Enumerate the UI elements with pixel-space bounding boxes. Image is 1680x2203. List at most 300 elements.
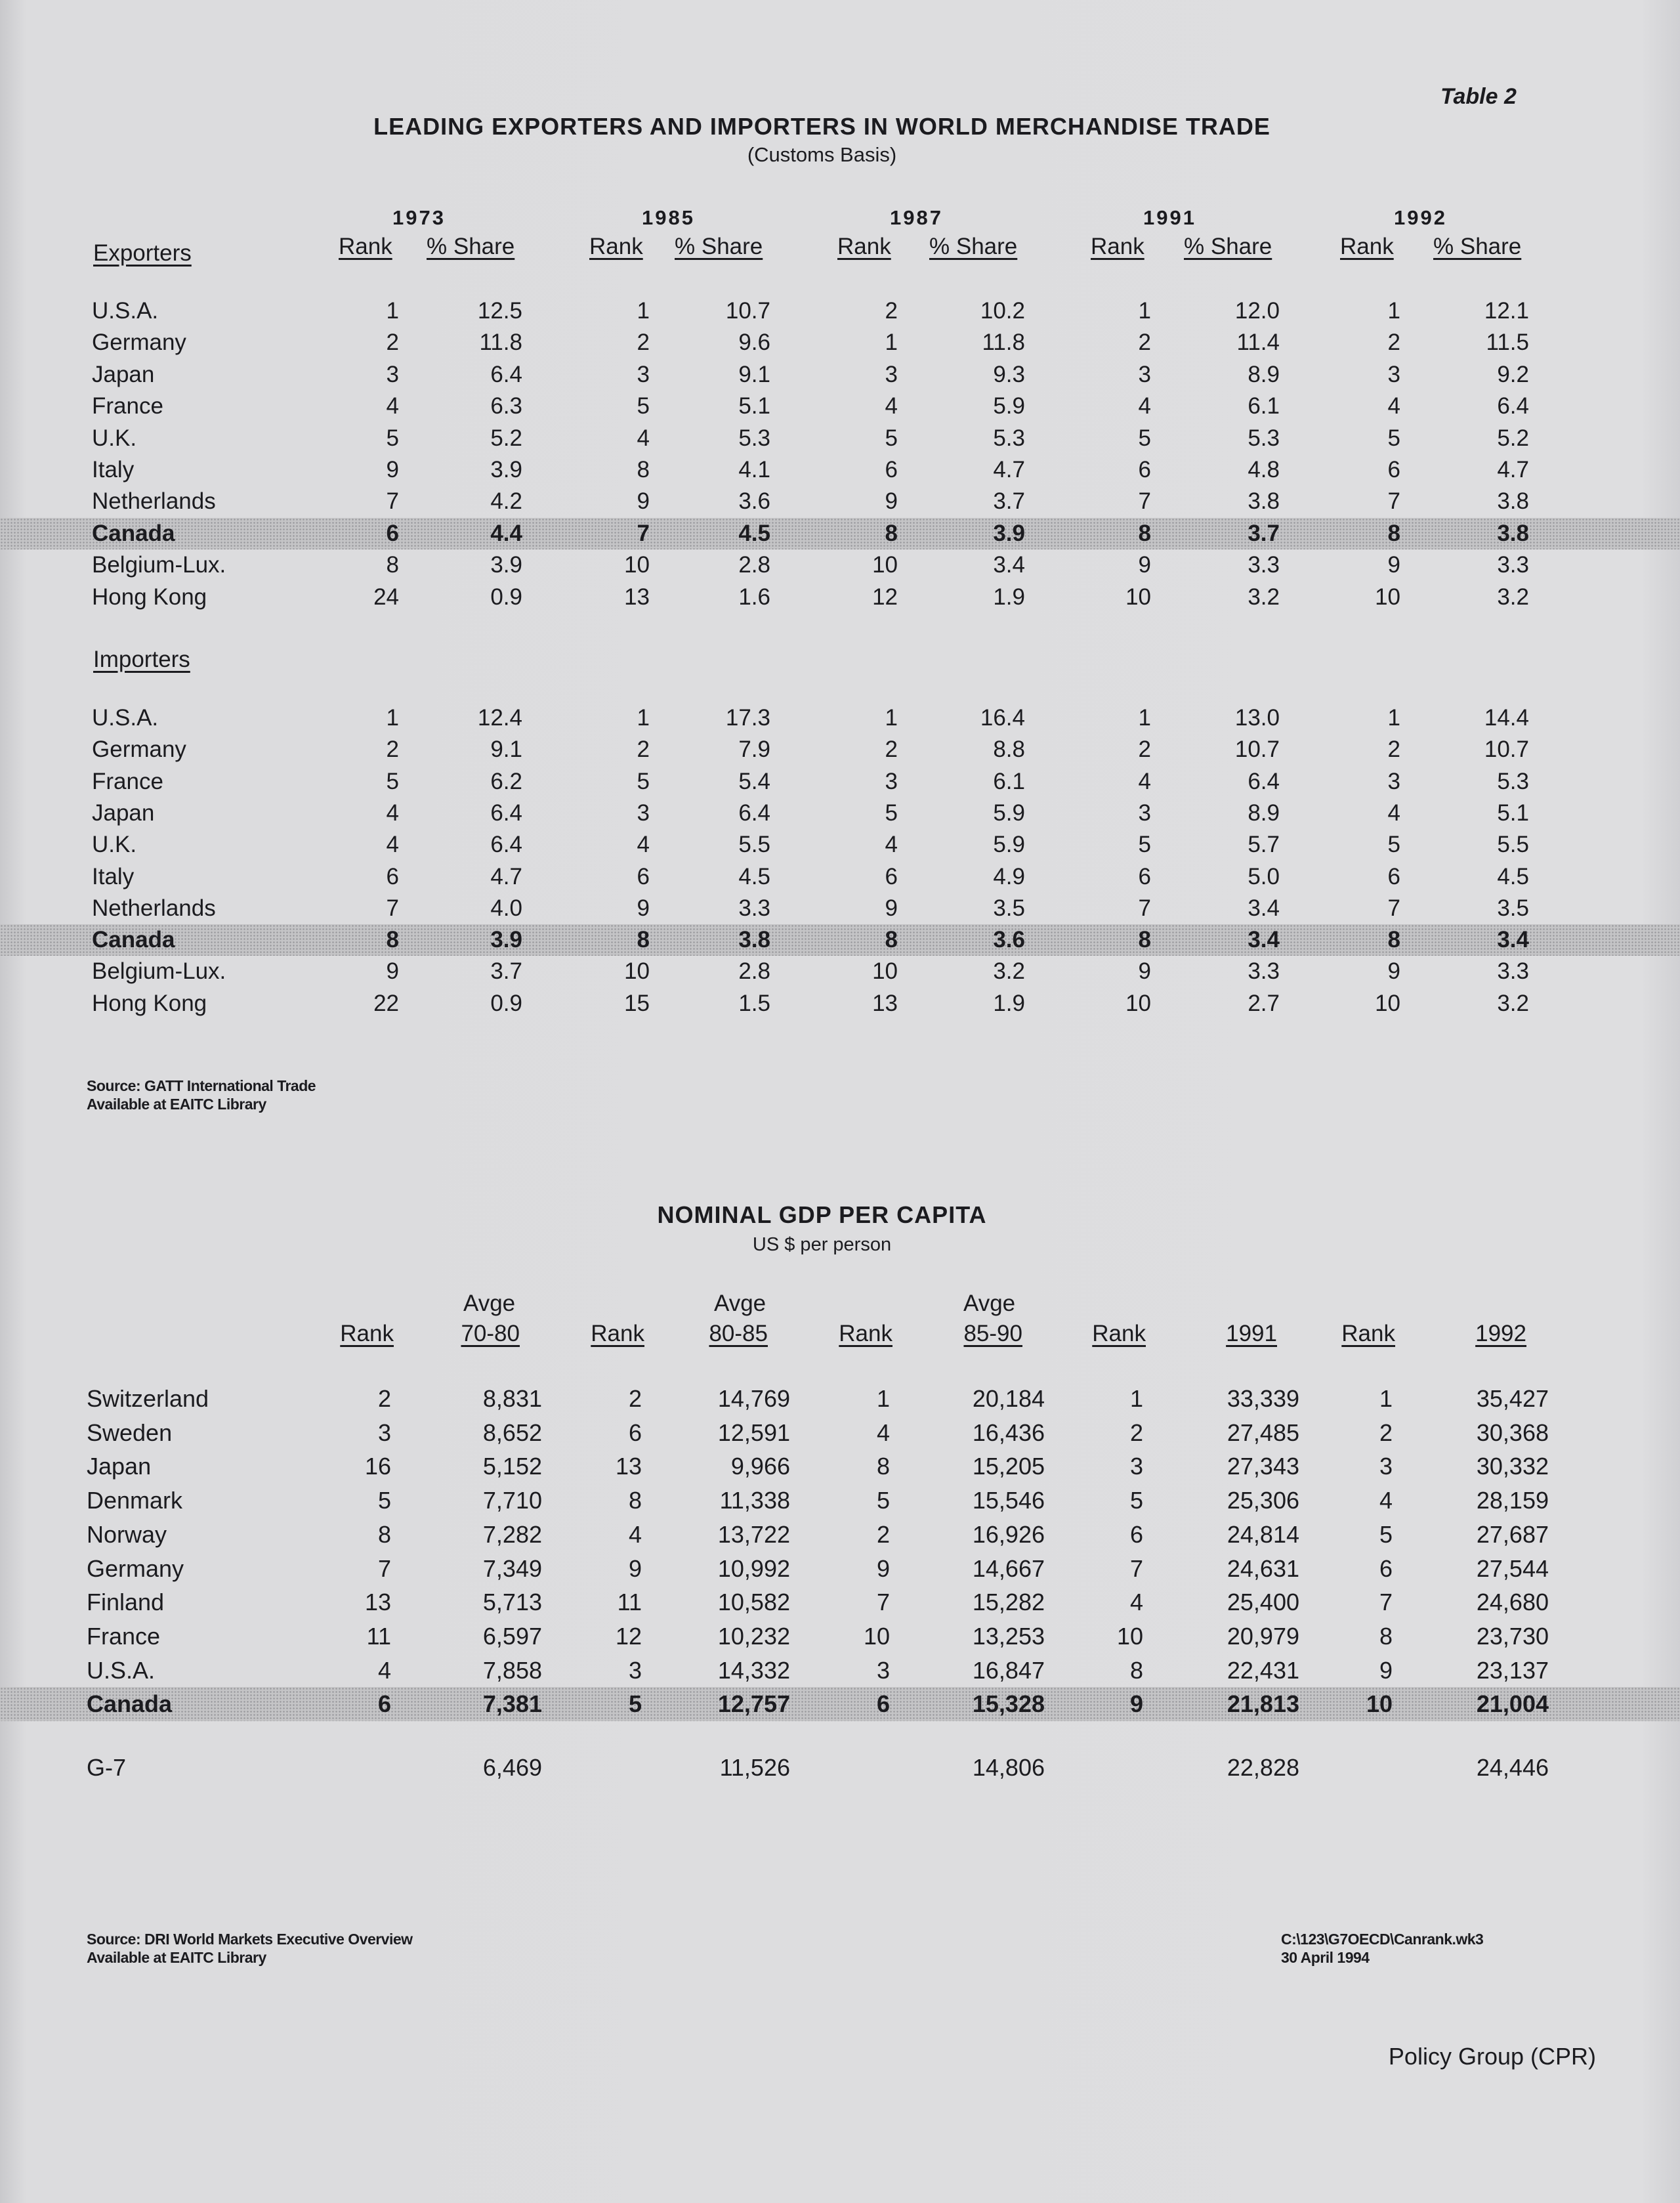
- rank-cell: 1: [1379, 1385, 1393, 1412]
- gdp-source-line: Source: DRI World Markets Executive Overview: [87, 1931, 413, 1948]
- gdp-value-cell: 8,652: [482, 1419, 542, 1446]
- rank-column-header: Rank: [1091, 234, 1144, 259]
- rank-cell: 5: [386, 425, 399, 451]
- table-row: [0, 861, 1680, 893]
- table-row: [0, 582, 1680, 613]
- country-name: G-7: [87, 1754, 127, 1781]
- gdp-value-cell: 7,710: [482, 1487, 542, 1514]
- rank-cell: 8: [1387, 927, 1400, 953]
- value-cell: 3.4: [1497, 927, 1529, 953]
- rank-cell: 1: [386, 298, 399, 324]
- rank-cell: 3: [885, 768, 898, 794]
- rank-column-header: Rank: [837, 234, 891, 259]
- year-header-0: 1973: [392, 206, 446, 229]
- table-row: [0, 798, 1680, 829]
- rank-cell: 2: [1379, 1419, 1393, 1446]
- year-header-3: 1991: [1143, 206, 1196, 229]
- table-row: [0, 549, 1680, 581]
- page-footer: Policy Group (CPR): [1388, 2043, 1596, 2070]
- country-name: Japan: [87, 1453, 152, 1480]
- rank-cell: 13: [364, 1589, 391, 1616]
- gdp-value-cell: 5,713: [482, 1589, 542, 1616]
- gdp-availability-line: Available at EAITC Library: [87, 1949, 266, 1966]
- rank-cell: 5: [1129, 1487, 1143, 1514]
- value-cell: 3.4: [993, 552, 1025, 578]
- rank-cell: 13: [615, 1453, 642, 1480]
- value-cell: 3.3: [1497, 552, 1529, 578]
- trade-table-title: LEADING EXPORTERS AND IMPORTERS IN WORLD MERCHANDISE TRADE: [373, 113, 1270, 140]
- rank-cell: 8: [885, 520, 898, 546]
- rank-cell: 10: [624, 552, 650, 578]
- rank-cell: 3: [1387, 361, 1400, 387]
- value-cell: 6.4: [490, 800, 522, 826]
- rank-cell: 9: [1387, 552, 1400, 578]
- value-cell: 5.4: [738, 768, 770, 794]
- rank-cell: 2: [1129, 1419, 1143, 1446]
- gdp-value-cell: 22,828: [1227, 1754, 1299, 1781]
- rank-cell: 6: [628, 1419, 642, 1446]
- rank-cell: 9: [1138, 552, 1151, 578]
- country-name: France: [92, 768, 163, 794]
- gdp-value-cell: 15,282: [972, 1589, 1045, 1616]
- value-cell: 3.9: [993, 520, 1025, 546]
- rank-cell: 8: [876, 1453, 890, 1480]
- gdp-value-cell: 14,806: [972, 1754, 1045, 1781]
- share-column-header: % Share: [427, 234, 515, 259]
- trade-source-note: [87, 1077, 316, 1113]
- rank-cell: 2: [637, 737, 650, 763]
- year-header-1: 1985: [642, 206, 695, 229]
- value-cell: 1.6: [738, 584, 770, 610]
- table-row: [0, 702, 1680, 734]
- value-cell: 8.9: [1248, 361, 1280, 387]
- gdp-value-cell: 23,137: [1476, 1656, 1549, 1684]
- rank-cell: 4: [876, 1419, 890, 1446]
- rank-cell: 6: [1129, 1520, 1143, 1548]
- rank-cell: 9: [1387, 958, 1400, 985]
- rank-cell: 3: [876, 1656, 890, 1684]
- rank-cell: 2: [885, 298, 898, 324]
- avge-header-0: Avge: [463, 1291, 516, 1316]
- value-cell: 17.3: [725, 705, 770, 731]
- gdp-value-cell: 15,205: [972, 1453, 1045, 1480]
- rank-cell: 9: [1379, 1656, 1393, 1684]
- gdp-value-cell: 7,349: [482, 1554, 542, 1582]
- country-name: U.S.A.: [92, 705, 159, 731]
- rank-cell: 6: [1138, 863, 1151, 889]
- country-name: Germany: [92, 737, 186, 763]
- rank-cell: 10: [1366, 1690, 1393, 1718]
- gdp-period-header: 85-90: [963, 1321, 1022, 1346]
- value-cell: 3.4: [1248, 927, 1280, 953]
- gdp-value-cell: 33,339: [1227, 1385, 1299, 1412]
- value-cell: 11.8: [982, 330, 1025, 356]
- rank-cell: 6: [637, 863, 650, 889]
- gdp-rank-header: Rank: [591, 1321, 644, 1346]
- gdp-value-cell: 25,306: [1227, 1487, 1299, 1514]
- gdp-row: [0, 1585, 1680, 1619]
- rank-cell: 12: [615, 1622, 642, 1650]
- rank-cell: 9: [1129, 1690, 1143, 1718]
- table-number-label: Table 2: [1440, 84, 1517, 109]
- country-name: Italy: [92, 863, 135, 889]
- gdp-value-cell: 9,966: [730, 1453, 790, 1480]
- value-cell: 3.7: [490, 958, 522, 985]
- value-cell: 2.8: [738, 958, 770, 985]
- value-cell: 9.2: [1497, 361, 1529, 387]
- table-row: [0, 988, 1680, 1019]
- value-cell: 3.3: [1497, 958, 1529, 985]
- country-name: France: [92, 393, 163, 419]
- gdp-rank-header: Rank: [1092, 1321, 1146, 1346]
- gdp-rank-header: Rank: [1341, 1321, 1395, 1346]
- gdp-value-cell: 8,831: [482, 1385, 542, 1412]
- file-date-line: 30 April 1994: [1281, 1949, 1370, 1966]
- value-cell: 8.8: [993, 737, 1025, 763]
- value-cell: 5.3: [738, 425, 770, 451]
- rank-column-header: Rank: [339, 234, 392, 259]
- rank-cell: 3: [1138, 800, 1151, 826]
- rank-cell: 1: [1387, 705, 1400, 731]
- value-cell: 11.8: [479, 330, 522, 356]
- rank-cell: 3: [1129, 1453, 1143, 1480]
- share-column-header: % Share: [929, 234, 1018, 259]
- rank-cell: 24: [373, 584, 399, 610]
- file-path-line: C:\123\G7OECD\Canrank.wk3: [1281, 1931, 1484, 1948]
- gdp-value-cell: 16,847: [972, 1656, 1045, 1684]
- rank-cell: 12: [872, 584, 898, 610]
- value-cell: 3.9: [490, 552, 522, 578]
- rank-cell: 7: [377, 1554, 391, 1582]
- rank-cell: 5: [377, 1487, 391, 1514]
- gdp-value-cell: 6,597: [482, 1622, 542, 1650]
- value-cell: 4.0: [490, 895, 522, 921]
- gdp-value-cell: 12,591: [717, 1419, 790, 1446]
- rank-cell: 5: [637, 393, 650, 419]
- avge-header-2: Avge: [963, 1291, 1016, 1316]
- rank-cell: 8: [1387, 520, 1400, 546]
- gdp-row: [0, 1552, 1680, 1586]
- value-cell: 5.3: [993, 425, 1025, 451]
- value-cell: 6.4: [490, 361, 522, 387]
- rank-cell: 1: [885, 330, 898, 356]
- value-cell: 3.8: [1248, 488, 1280, 515]
- rank-cell: 7: [1138, 488, 1151, 515]
- country-name: Hong Kong: [92, 990, 207, 1016]
- gdp-period-header: 1991: [1226, 1321, 1277, 1346]
- rank-cell: 4: [1387, 393, 1400, 419]
- rank-cell: 15: [624, 990, 650, 1016]
- country-name: U.K.: [92, 832, 137, 858]
- rank-cell: 10: [1125, 990, 1151, 1016]
- gdp-value-cell: 10,992: [717, 1554, 790, 1582]
- value-cell: 0.9: [490, 584, 522, 610]
- rank-cell: 7: [1387, 488, 1400, 515]
- highlighted-table-row: [0, 518, 1680, 549]
- value-cell: 10.7: [1234, 737, 1280, 763]
- rank-cell: 6: [1138, 457, 1151, 482]
- value-cell: 3.3: [1248, 552, 1280, 578]
- value-cell: 6.4: [490, 832, 522, 858]
- country-name: U.S.A.: [92, 298, 159, 324]
- rank-cell: 9: [386, 457, 399, 482]
- value-cell: 4.9: [993, 863, 1025, 889]
- rank-cell: 5: [637, 768, 650, 794]
- rank-cell: 3: [1387, 768, 1400, 794]
- gdp-value-cell: 16,926: [972, 1520, 1045, 1548]
- gdp-value-cell: 24,631: [1227, 1554, 1299, 1582]
- gdp-value-cell: 14,667: [972, 1554, 1045, 1582]
- table-row: [0, 893, 1680, 924]
- rank-cell: 10: [872, 552, 898, 578]
- value-cell: 4.7: [993, 457, 1025, 482]
- value-cell: 2.7: [1248, 990, 1280, 1016]
- rank-cell: 9: [1138, 958, 1151, 985]
- gdp-row: [0, 1654, 1680, 1688]
- gdp-value-cell: 35,427: [1476, 1385, 1549, 1412]
- value-cell: 16.4: [980, 705, 1025, 731]
- rank-cell: 7: [637, 520, 650, 546]
- rank-cell: 4: [1379, 1487, 1393, 1514]
- gdp-value-cell: 15,546: [972, 1487, 1045, 1514]
- rank-cell: 5: [628, 1690, 642, 1718]
- rank-cell: 4: [386, 393, 399, 419]
- country-name: Norway: [87, 1520, 167, 1548]
- country-name: U.K.: [92, 425, 137, 451]
- country-name: Belgium-Lux.: [92, 958, 226, 985]
- rank-cell: 9: [885, 488, 898, 515]
- gdp-row: [0, 1619, 1680, 1654]
- highlighted-gdp-row: [0, 1687, 1680, 1721]
- country-name: Canada: [92, 927, 175, 953]
- value-cell: 4.5: [1497, 863, 1529, 889]
- value-cell: 4.7: [490, 863, 522, 889]
- value-cell: 12.4: [477, 705, 522, 731]
- gdp-value-cell: 7,381: [482, 1690, 542, 1718]
- rank-cell: 2: [885, 737, 898, 763]
- country-name: Canada: [92, 520, 175, 546]
- gdp-period-header: 80-85: [709, 1321, 768, 1346]
- gdp-value-cell: 27,687: [1476, 1520, 1549, 1548]
- rank-cell: 4: [1138, 393, 1151, 419]
- value-cell: 2.8: [738, 552, 770, 578]
- rank-cell: 10: [1125, 584, 1151, 610]
- value-cell: 4.5: [738, 520, 770, 546]
- gdp-row: [0, 1484, 1680, 1518]
- rank-cell: 8: [1138, 927, 1151, 953]
- rank-cell: 4: [637, 832, 650, 858]
- value-cell: 3.8: [1497, 488, 1529, 515]
- value-cell: 3.6: [993, 927, 1025, 953]
- rank-cell: 9: [885, 895, 898, 921]
- gdp-value-cell: 24,446: [1476, 1754, 1549, 1781]
- country-name: Germany: [87, 1554, 184, 1582]
- country-name: Finland: [87, 1589, 165, 1616]
- table-row: [0, 327, 1680, 358]
- rank-cell: 2: [377, 1385, 391, 1412]
- rank-cell: 7: [386, 488, 399, 515]
- gdp-row: [0, 1449, 1680, 1484]
- rank-cell: 22: [373, 990, 399, 1016]
- gdp-value-cell: 16,436: [972, 1419, 1045, 1446]
- value-cell: 6.2: [490, 768, 522, 794]
- gdp-value-cell: 27,343: [1227, 1453, 1299, 1480]
- gdp-value-cell: 30,332: [1476, 1453, 1549, 1480]
- value-cell: 5.0: [1248, 863, 1280, 889]
- value-cell: 5.2: [1497, 425, 1529, 451]
- trade-source-line: Source: GATT International Trade: [87, 1077, 316, 1094]
- gdp-source-note: [87, 1930, 413, 1967]
- value-cell: 5.5: [738, 832, 770, 858]
- table-row: [0, 391, 1680, 422]
- rank-cell: 11: [617, 1589, 642, 1616]
- value-cell: 3.2: [1497, 584, 1529, 610]
- share-column-header: % Share: [675, 234, 763, 259]
- value-cell: 8.9: [1248, 800, 1280, 826]
- value-cell: 5.9: [993, 393, 1025, 419]
- country-name: Hong Kong: [92, 584, 207, 610]
- rank-cell: 5: [386, 768, 399, 794]
- country-name: Netherlands: [92, 488, 216, 515]
- rank-cell: 6: [885, 863, 898, 889]
- value-cell: 12.1: [1484, 298, 1529, 324]
- gdp-value-cell: 20,184: [972, 1385, 1045, 1412]
- gdp-row: [0, 1751, 1680, 1785]
- highlighted-table-row: [0, 924, 1680, 956]
- value-cell: 10.2: [980, 298, 1025, 324]
- gdp-value-cell: 20,979: [1227, 1622, 1299, 1650]
- rank-cell: 6: [1387, 457, 1400, 482]
- rank-cell: 10: [1116, 1622, 1143, 1650]
- value-cell: 3.7: [993, 488, 1025, 515]
- rank-cell: 2: [386, 330, 399, 356]
- value-cell: 9.1: [490, 737, 522, 763]
- country-name: Switzerland: [87, 1385, 209, 1412]
- rank-cell: 10: [1375, 990, 1400, 1016]
- rank-cell: 3: [386, 361, 399, 387]
- rank-cell: 2: [1138, 737, 1151, 763]
- rank-cell: 5: [1379, 1520, 1393, 1548]
- table-row: [0, 766, 1680, 798]
- rank-cell: 8: [885, 927, 898, 953]
- rank-cell: 3: [377, 1419, 391, 1446]
- gdp-rank-header: Rank: [340, 1321, 394, 1346]
- country-name: Denmark: [87, 1487, 183, 1514]
- value-cell: 5.1: [738, 393, 770, 419]
- value-cell: 11.4: [1236, 330, 1280, 356]
- rank-cell: 9: [637, 488, 650, 515]
- gdp-value-cell: 27,544: [1476, 1554, 1549, 1582]
- table-row: [0, 486, 1680, 517]
- rank-cell: 5: [885, 800, 898, 826]
- rank-cell: 6: [386, 863, 399, 889]
- rank-cell: 11: [366, 1622, 391, 1650]
- rank-cell: 5: [1387, 425, 1400, 451]
- rank-cell: 9: [637, 895, 650, 921]
- gdp-table-title: NOMINAL GDP PER CAPITA: [657, 1201, 987, 1228]
- value-cell: 10.7: [1484, 737, 1529, 763]
- table-row: [0, 295, 1680, 327]
- rank-cell: 5: [885, 425, 898, 451]
- value-cell: 4.1: [738, 457, 770, 482]
- gdp-period-header: 70-80: [461, 1321, 520, 1346]
- rank-cell: 4: [1387, 800, 1400, 826]
- value-cell: 9.1: [738, 361, 770, 387]
- rank-cell: 3: [628, 1656, 642, 1684]
- rank-column-header: Rank: [1340, 234, 1394, 259]
- file-reference-note: [1281, 1930, 1483, 1967]
- rank-cell: 8: [1379, 1622, 1393, 1650]
- gdp-row: [0, 1382, 1680, 1416]
- gdp-value-cell: 27,485: [1227, 1419, 1299, 1446]
- value-cell: 5.1: [1497, 800, 1529, 826]
- rank-cell: 10: [872, 958, 898, 985]
- gdp-value-cell: 28,159: [1476, 1487, 1549, 1514]
- value-cell: 1.5: [738, 990, 770, 1016]
- gdp-value-cell: 11,338: [719, 1487, 790, 1514]
- value-cell: 10.7: [725, 298, 770, 324]
- rank-cell: 8: [386, 927, 399, 953]
- value-cell: 5.3: [1248, 425, 1280, 451]
- rank-cell: 6: [1379, 1554, 1393, 1582]
- table-row: [0, 359, 1680, 391]
- value-cell: 3.2: [993, 958, 1025, 985]
- rank-cell: 1: [1387, 298, 1400, 324]
- rank-cell: 4: [1138, 768, 1151, 794]
- importers-heading: Importers: [93, 647, 190, 672]
- trade-table-subtitle: (Customs Basis): [747, 143, 897, 166]
- value-cell: 3.4: [1248, 895, 1280, 921]
- table-row: [0, 423, 1680, 454]
- value-cell: 3.8: [738, 927, 770, 953]
- value-cell: 5.2: [490, 425, 522, 451]
- country-name: Germany: [92, 330, 186, 356]
- value-cell: 6.3: [490, 393, 522, 419]
- value-cell: 5.5: [1497, 832, 1529, 858]
- rank-cell: 2: [1387, 330, 1400, 356]
- value-cell: 14.4: [1484, 705, 1529, 731]
- value-cell: 3.5: [993, 895, 1025, 921]
- gdp-value-cell: 12,757: [717, 1690, 790, 1718]
- rank-cell: 1: [386, 705, 399, 731]
- value-cell: 4.7: [1497, 457, 1529, 482]
- gdp-value-cell: 14,332: [717, 1656, 790, 1684]
- gdp-value-cell: 22,431: [1227, 1656, 1299, 1684]
- gdp-rank-header: Rank: [839, 1321, 892, 1346]
- rank-cell: 7: [1379, 1589, 1393, 1616]
- rank-cell: 8: [377, 1520, 391, 1548]
- rank-cell: 1: [876, 1385, 890, 1412]
- rank-cell: 8: [637, 927, 650, 953]
- gdp-value-cell: 13,722: [717, 1520, 790, 1548]
- value-cell: 3.3: [1248, 958, 1280, 985]
- table-row: [0, 454, 1680, 486]
- rank-cell: 9: [876, 1554, 890, 1582]
- gdp-value-cell: 7,282: [482, 1520, 542, 1548]
- value-cell: 6.4: [1497, 393, 1529, 419]
- country-name: Netherlands: [92, 895, 216, 921]
- rank-cell: 1: [637, 298, 650, 324]
- rank-cell: 6: [885, 457, 898, 482]
- value-cell: 5.9: [993, 832, 1025, 858]
- rank-cell: 9: [628, 1554, 642, 1582]
- table-row: [0, 734, 1680, 765]
- rank-cell: 4: [628, 1520, 642, 1548]
- rank-cell: 1: [885, 705, 898, 731]
- gdp-period-header: 1992: [1475, 1321, 1526, 1346]
- rank-cell: 1: [1138, 298, 1151, 324]
- rank-cell: 8: [386, 552, 399, 578]
